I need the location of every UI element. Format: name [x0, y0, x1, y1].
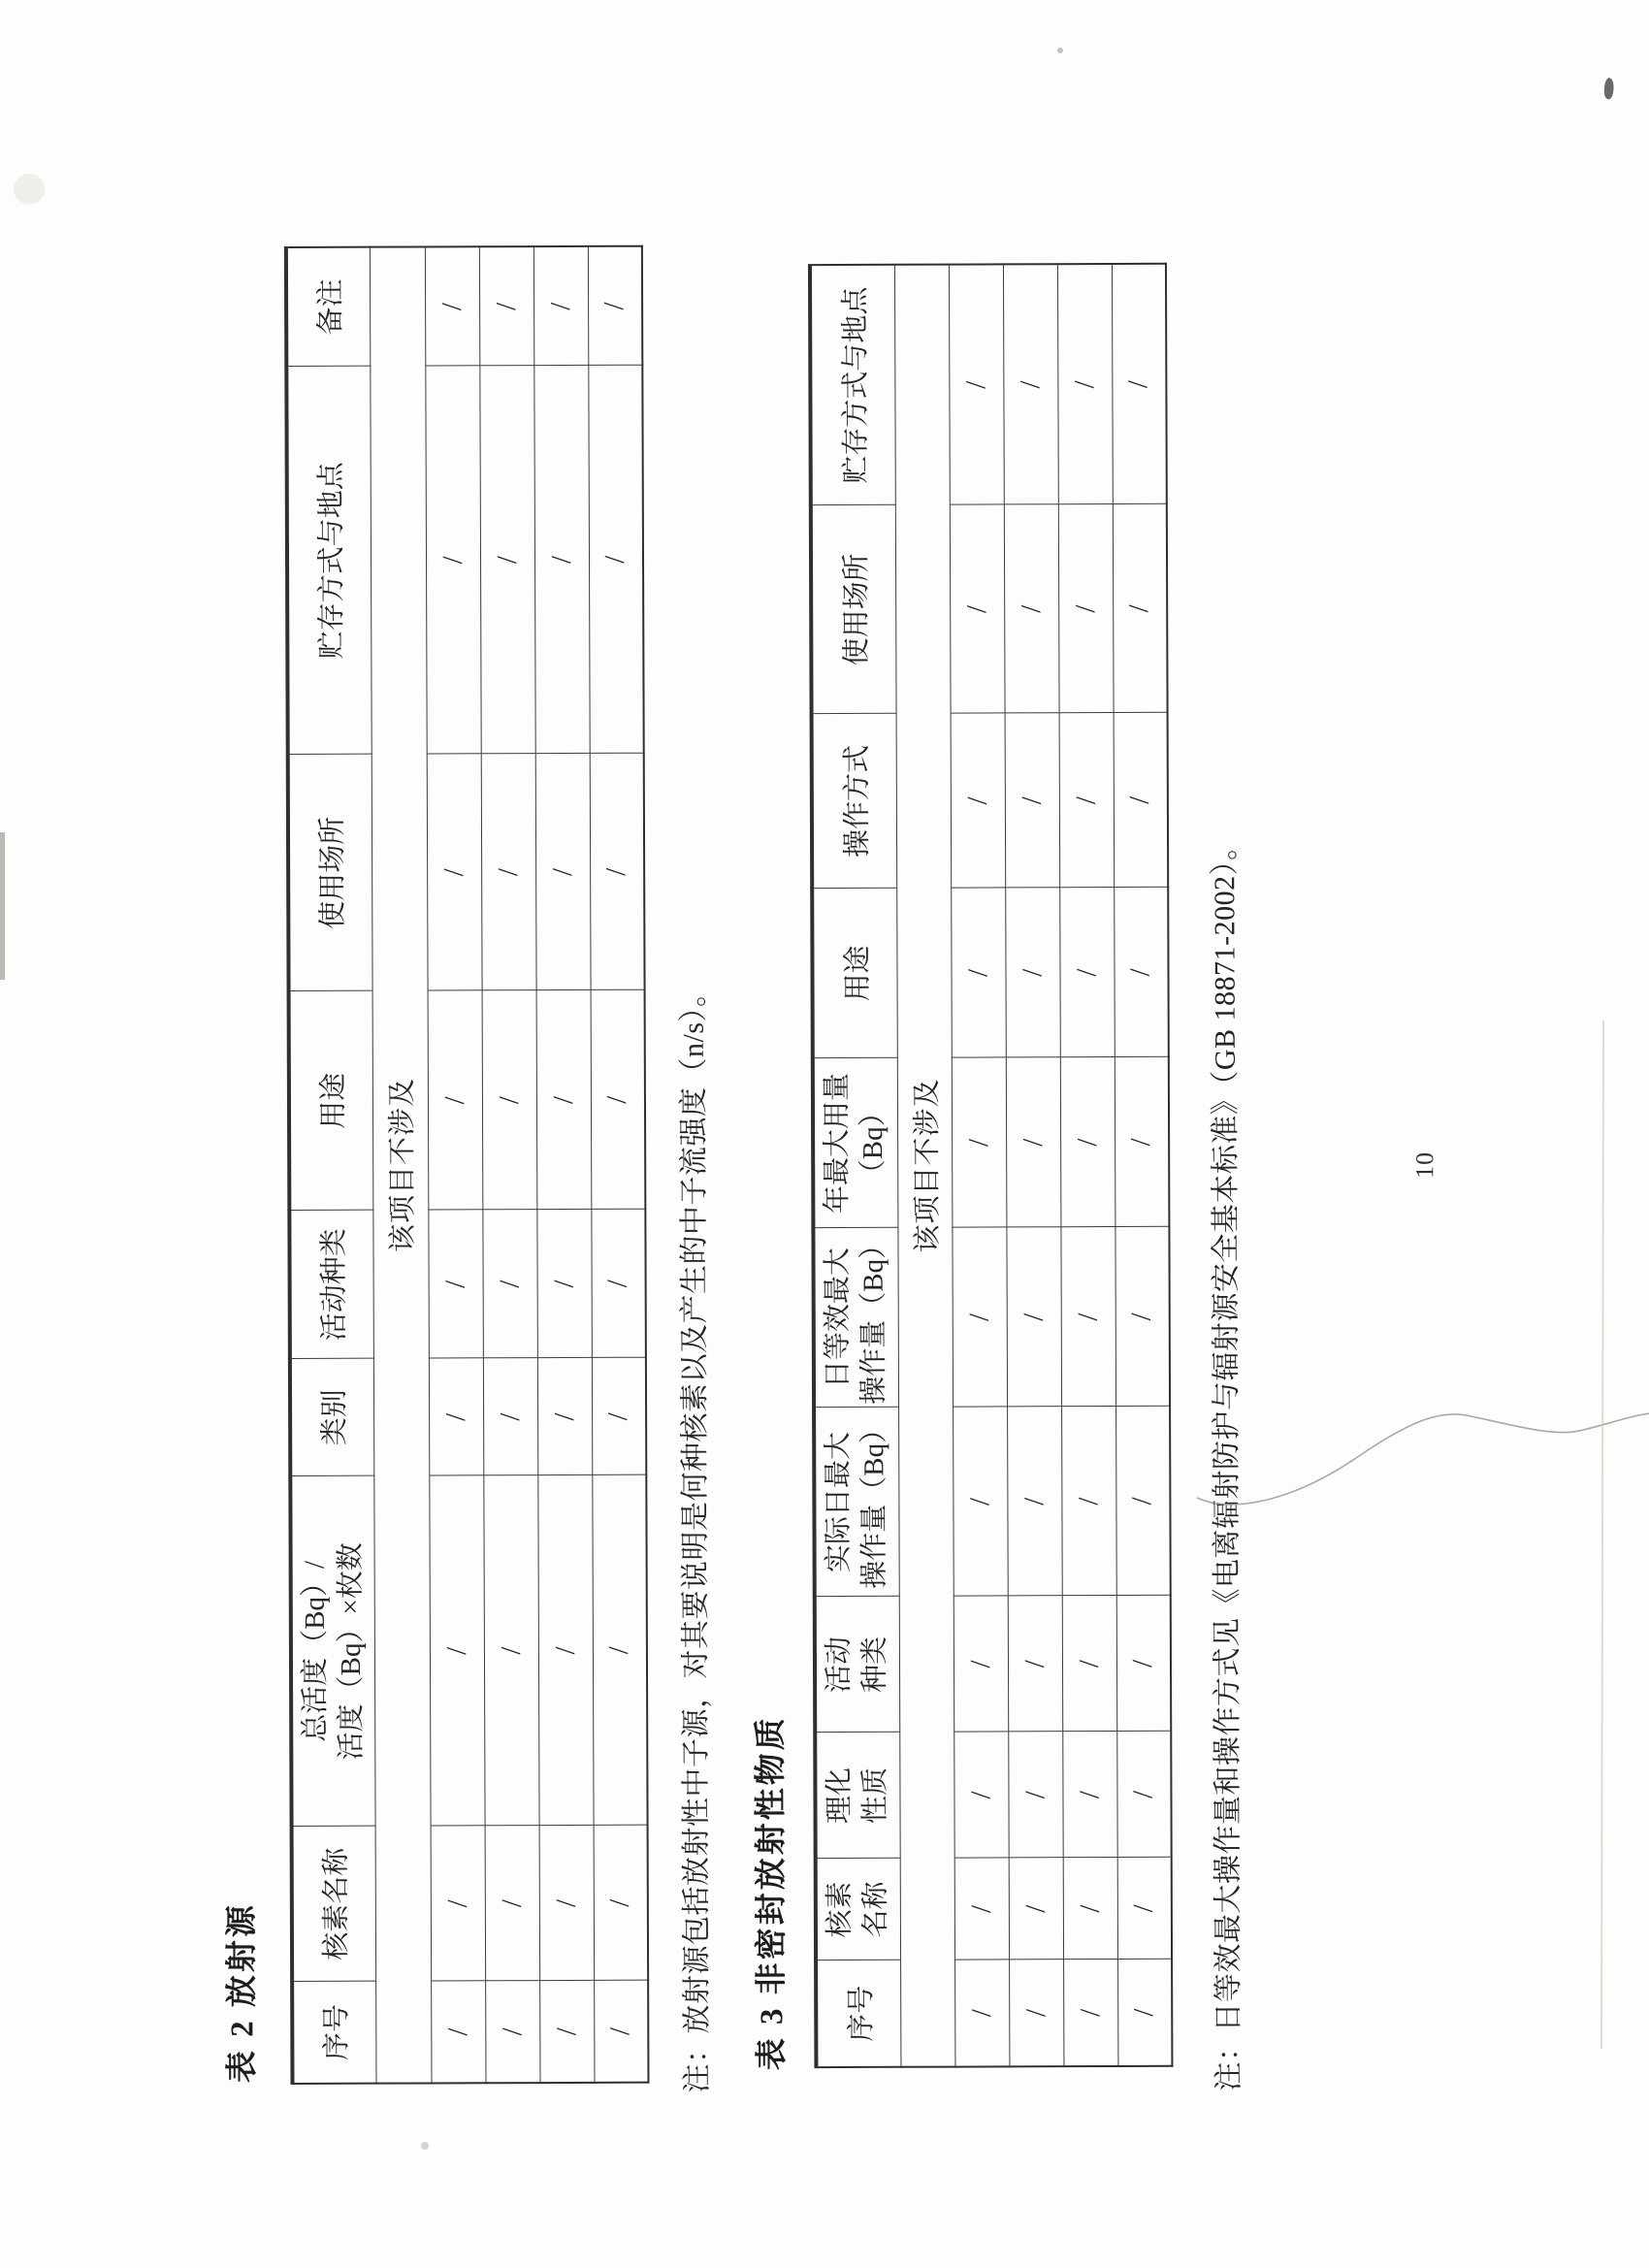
table-cell-slash: /: [1006, 1057, 1061, 1227]
table3-header-shiyong-changsuo: 使用场所: [811, 505, 896, 714]
table-cell-slash: /: [1059, 713, 1115, 888]
table3-header-huodong-zhonglei: 活动 种类: [815, 1597, 899, 1733]
table-cell-slash: /: [950, 504, 1005, 713]
table-cell-slash: /: [1116, 1732, 1171, 1858]
table-cell-slash: /: [1004, 504, 1059, 713]
table-cell-slash: /: [1005, 888, 1060, 1057]
table-cell-slash: /: [1009, 1858, 1063, 1960]
table-cell-slash: /: [425, 366, 480, 754]
table-cell-slash: /: [1116, 1596, 1171, 1732]
table2-header-beizhu: 备注: [286, 247, 370, 367]
table-cell-slash: /: [954, 1858, 1009, 1960]
table-cell-slash: /: [953, 1407, 1008, 1596]
table3-row: [1057, 264, 1117, 2066]
table-cell-slash: /: [479, 246, 534, 366]
table3-not-involved-cell: 该项目不涉及: [894, 265, 954, 2067]
table-cell-slash: /: [949, 264, 1004, 504]
table-cell-slash: /: [1114, 888, 1169, 1057]
table-cell-slash: /: [481, 754, 536, 990]
table-cell-slash: /: [483, 1475, 538, 1826]
table3-note: 注：日等效最大操作量和操作方式见《电离辐射防护与辐射源安全基本标准》（GB 18871-2002）。: [1208, 830, 1245, 2091]
table-cell-slash: /: [1057, 264, 1113, 504]
table3-row: [949, 264, 1009, 2066]
table-cell-slash: /: [1115, 1227, 1170, 1407]
table-cell-slash: /: [1117, 1960, 1172, 2066]
table2-note: 注：放射源包括放射性中子源，对其要说明是何种核素以及产生的中子流强度（n/s）。: [677, 977, 714, 2093]
table-cell-slash: /: [534, 246, 588, 366]
table-cell-slash: /: [951, 713, 1006, 888]
table-cell-slash: /: [1059, 888, 1115, 1057]
table-cell-slash: /: [952, 1057, 1007, 1227]
table-cell-slash: /: [535, 754, 591, 990]
table2-radioactive-sources: [284, 245, 650, 2085]
table-cell-slash: /: [431, 1981, 485, 2083]
page-number: 10: [1410, 1150, 1439, 1179]
table-cell-slash: /: [954, 1960, 1009, 2066]
table-cell-slash: /: [590, 754, 645, 990]
table3-header-row: [810, 265, 900, 2067]
table3-row: [1112, 264, 1172, 2066]
table2-title: 表 2 放射源: [224, 1902, 261, 2084]
table2-header-row: [286, 247, 376, 2084]
table-cell-slash: /: [1112, 264, 1167, 504]
table-cell-slash: /: [1058, 504, 1114, 713]
table-cell-slash: /: [539, 1826, 595, 1981]
table-cell-slash: /: [951, 888, 1006, 1057]
table-cell-slash: /: [1062, 1732, 1116, 1858]
table-cell-slash: /: [1005, 713, 1060, 888]
table-cell-slash: /: [479, 366, 534, 754]
table-cell-slash: /: [428, 1210, 483, 1358]
table-cell-slash: /: [594, 1826, 649, 1981]
table3-title: 表 3 非密封放射性物质: [754, 1715, 791, 2071]
table-cell-slash: /: [485, 1826, 540, 1981]
table-cell-slash: /: [427, 754, 482, 990]
table-cell-slash: /: [591, 1210, 646, 1358]
table3-row: [1003, 264, 1063, 2066]
table-cell-slash: /: [428, 990, 483, 1210]
table-cell-slash: /: [591, 990, 646, 1210]
table-cell-slash: /: [1008, 1732, 1062, 1858]
table2-row: [425, 246, 486, 2083]
table2-header-leibie: 类别: [290, 1359, 373, 1476]
table3-header-nian-zuida-yongliang: 年最大用量 （Bq）: [813, 1058, 898, 1228]
table-cell-slash: /: [1114, 713, 1169, 888]
table-cell-slash: /: [1117, 1858, 1172, 1960]
table-cell-slash: /: [952, 1227, 1007, 1407]
table2-merged-row: [370, 246, 432, 2083]
table-cell-slash: /: [1009, 1960, 1063, 2066]
table-cell-slash: /: [1115, 1057, 1170, 1227]
table-cell-slash: /: [429, 1475, 484, 1826]
table3-unsealed-radioactive-materials: [808, 263, 1173, 2068]
table-cell-slash: /: [539, 1981, 594, 2083]
table2-header-shiyong-changsuo: 使用场所: [288, 755, 372, 991]
table-cell-slash: /: [954, 1732, 1008, 1858]
table-cell-slash: /: [482, 990, 537, 1210]
table3-header-yongtu: 用途: [812, 889, 897, 1058]
table2-row: [588, 246, 649, 2083]
table3-header-hesu-mingcheng: 核素 名称: [816, 1859, 900, 1960]
table-cell-slash: /: [482, 1210, 537, 1358]
table-cell-slash: /: [588, 246, 642, 366]
table2-header-yongtu: 用途: [289, 991, 373, 1211]
table-cell-slash: /: [485, 1981, 539, 2083]
table3-header-xuhao: 序号: [816, 1960, 900, 2067]
table2-header-zhucun-fangshi: 贮存方式与地点: [286, 367, 371, 755]
table3-merged-row: [894, 265, 954, 2067]
table-cell-slash: /: [1063, 1960, 1117, 2066]
table-cell-slash: /: [431, 1826, 486, 1981]
table-cell-slash: /: [425, 246, 479, 366]
table-cell-slash: /: [534, 366, 589, 754]
table-cell-slash: /: [1113, 504, 1168, 713]
table2-row: [534, 246, 595, 2083]
table-cell-slash: /: [594, 1981, 648, 2083]
table-cell-slash: /: [1063, 1858, 1117, 1960]
table-cell-slash: /: [536, 1210, 592, 1358]
table-cell-slash: /: [1007, 1407, 1062, 1596]
table-cell-slash: /: [1116, 1407, 1171, 1596]
table-cell-slash: /: [1008, 1596, 1062, 1732]
table2-not-involved-cell: 该项目不涉及: [370, 246, 432, 2083]
table-cell-slash: /: [1060, 1057, 1116, 1227]
table-cell-slash: /: [429, 1358, 483, 1475]
table-cell-slash: /: [537, 1475, 593, 1826]
table2-row: [479, 246, 540, 2083]
table3-header-shiji-ri-zuida: 实际日最大 操作量（Bq）: [814, 1408, 899, 1597]
table3-header-lihua-xingzhi: 理化 性质: [815, 1733, 899, 1859]
table-cell-slash: /: [536, 990, 592, 1210]
table-cell-slash: /: [1006, 1227, 1061, 1407]
table-cell-slash: /: [1003, 264, 1058, 504]
table2-header-hesu-mingcheng: 核素名称: [292, 1827, 376, 1982]
table-cell-slash: /: [483, 1358, 537, 1475]
table3-header-caozuo-fangshi: 操作方式: [812, 714, 897, 889]
table2-header-xuhao: 序号: [292, 1982, 375, 2084]
table-cell-slash: /: [592, 1475, 647, 1826]
table-cell-slash: /: [1061, 1407, 1116, 1596]
table3-header-zhucun-fangshi: 贮存方式与地点: [810, 265, 895, 505]
table-cell-slash: /: [588, 366, 643, 754]
table-cell-slash: /: [1062, 1596, 1116, 1732]
table-cell-slash: /: [954, 1596, 1008, 1732]
table2-header-huodong-zhonglei: 活动种类: [289, 1211, 373, 1359]
table3-header-dengxiao-zuida: 日等效最大 操作量（Bq）: [813, 1228, 898, 1408]
table-cell-slash: /: [537, 1358, 592, 1475]
table-cell-slash: /: [592, 1358, 646, 1475]
table-cell-slash: /: [1060, 1227, 1116, 1407]
table2-header-zonghuodu: 总活度（Bq）/ 活度（Bq）×枚数: [290, 1476, 374, 1827]
